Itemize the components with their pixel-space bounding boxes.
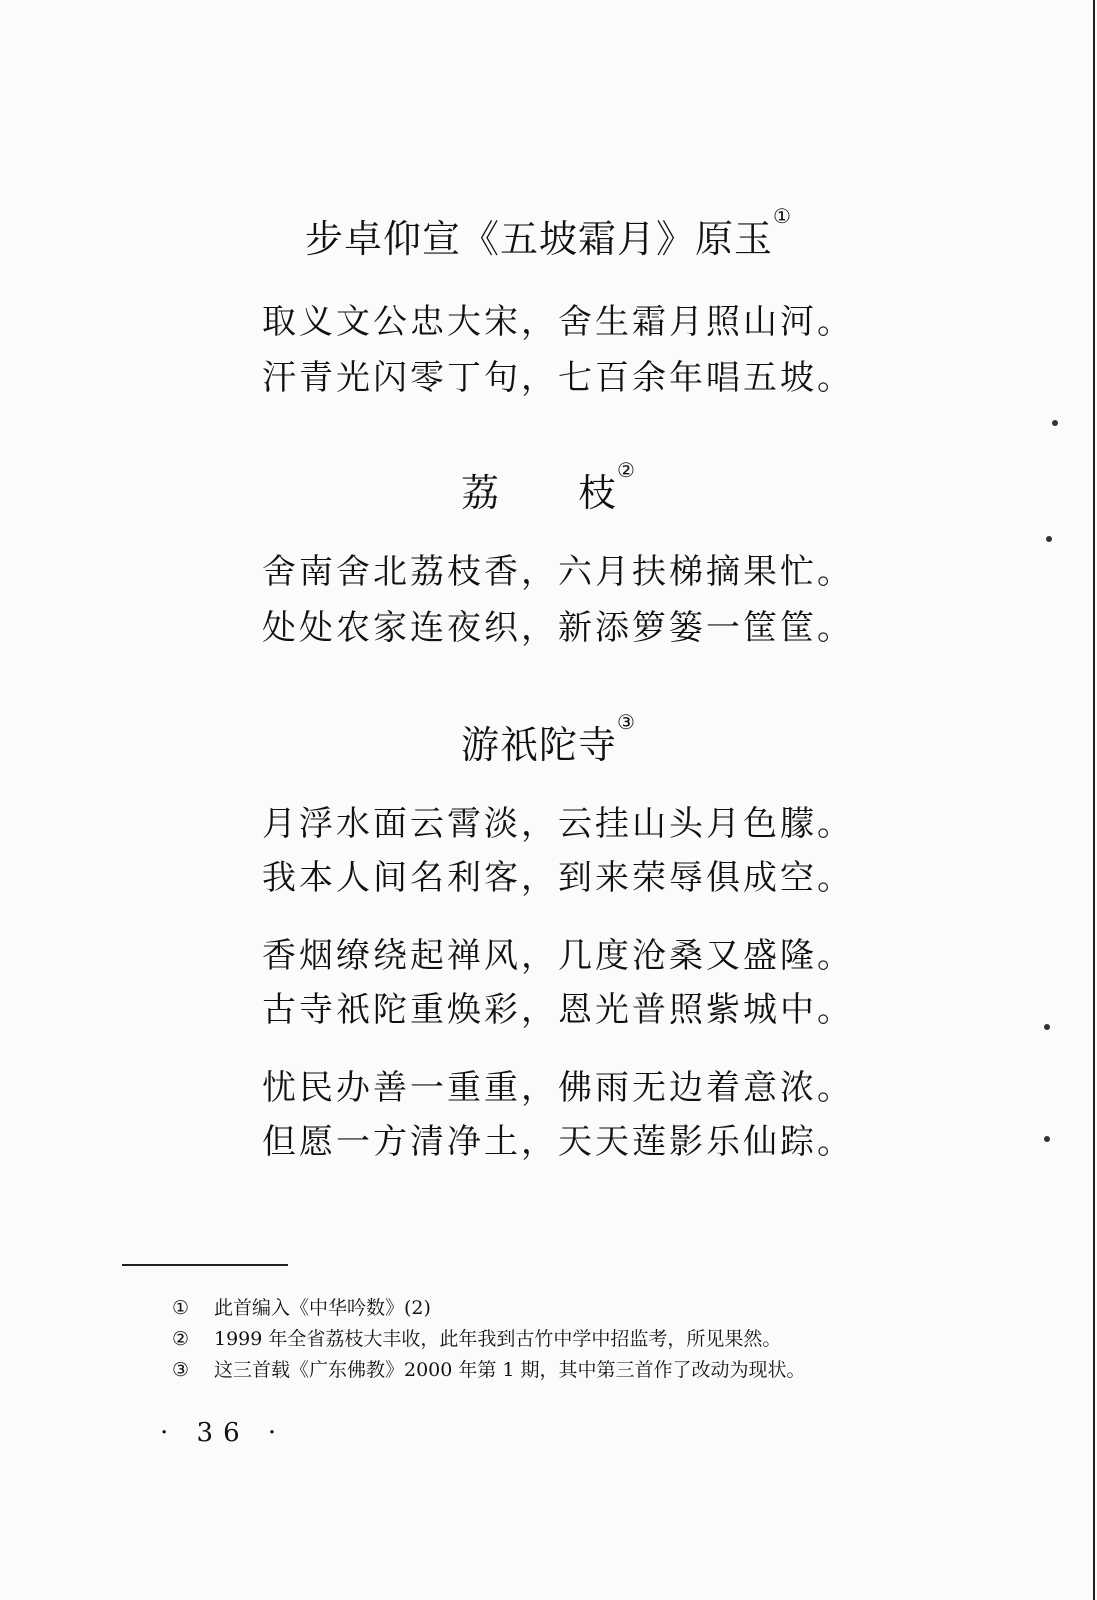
poem-3-line-2: 我本人间名利客，到来荣辱俱成空。 bbox=[262, 858, 854, 898]
footnote-1 bbox=[172, 1296, 431, 1320]
footnote-separator bbox=[122, 1264, 288, 1266]
footnote-text: 此首编入《中华吟数》(2) bbox=[214, 1297, 431, 1319]
footnote-text: 这三首载《广东佛教》2000 年第 1 期，其中第三首作了改动为现状。 bbox=[214, 1359, 806, 1381]
poem-2-line-2: 处处农家连夜织，新添箩篓一筐筐。 bbox=[262, 608, 854, 648]
poem-2-line-1: 舍南舍北荔枝香，六月扶梯摘果忙。 bbox=[262, 552, 854, 592]
footnote-ref: ③ bbox=[617, 710, 636, 734]
scan-speck bbox=[1052, 420, 1058, 426]
poem-3-line-4: 古寺祇陀重焕彩，恩光普照紫城中。 bbox=[262, 990, 854, 1030]
poem-title-text: 游祇陀寺 bbox=[461, 723, 618, 767]
footnote-mark: ③ bbox=[172, 1359, 190, 1381]
scan-speck bbox=[1046, 536, 1052, 542]
poem-3-line-1: 月浮水面云霄淡，云挂山头月色朦。 bbox=[262, 804, 854, 844]
footnote-mark: ① bbox=[172, 1297, 190, 1319]
poem-title-1 bbox=[0, 204, 1097, 263]
poem-1-line-2: 汗青光闪零丁句，七百余年唱五坡。 bbox=[262, 358, 854, 398]
poem-3-line-5: 忧民办善一重重，佛雨无边着意浓。 bbox=[262, 1068, 854, 1108]
scan-speck bbox=[1044, 1024, 1050, 1030]
poem-title-2 bbox=[0, 458, 1097, 517]
footnote-mark: ② bbox=[172, 1328, 190, 1350]
footnote-ref: ① bbox=[773, 204, 792, 228]
scan-speck bbox=[1044, 1136, 1050, 1142]
poem-title-text: 荔 枝 bbox=[461, 471, 618, 515]
poem-1-line-1: 取义文公忠大宋，舍生霜月照山河。 bbox=[262, 302, 854, 342]
footnote-3 bbox=[172, 1358, 806, 1382]
poem-3-line-3: 香烟缭绕起禅风，几度沧桑又盛隆。 bbox=[262, 936, 854, 976]
poem-3-line-6: 但愿一方清净土，天天莲影乐仙踪。 bbox=[262, 1122, 854, 1162]
footnote-ref: ② bbox=[617, 458, 636, 482]
poem-title-3 bbox=[0, 710, 1097, 769]
page-number: · 36 · bbox=[160, 1418, 287, 1448]
poem-title-text: 步卓仰宣《五坡霜月》原玉 bbox=[305, 217, 774, 261]
footnote-text: 1999 年全省荔枝大丰收，此年我到古竹中学中招监考，所见果然。 bbox=[214, 1328, 782, 1350]
footnote-2 bbox=[172, 1327, 781, 1351]
